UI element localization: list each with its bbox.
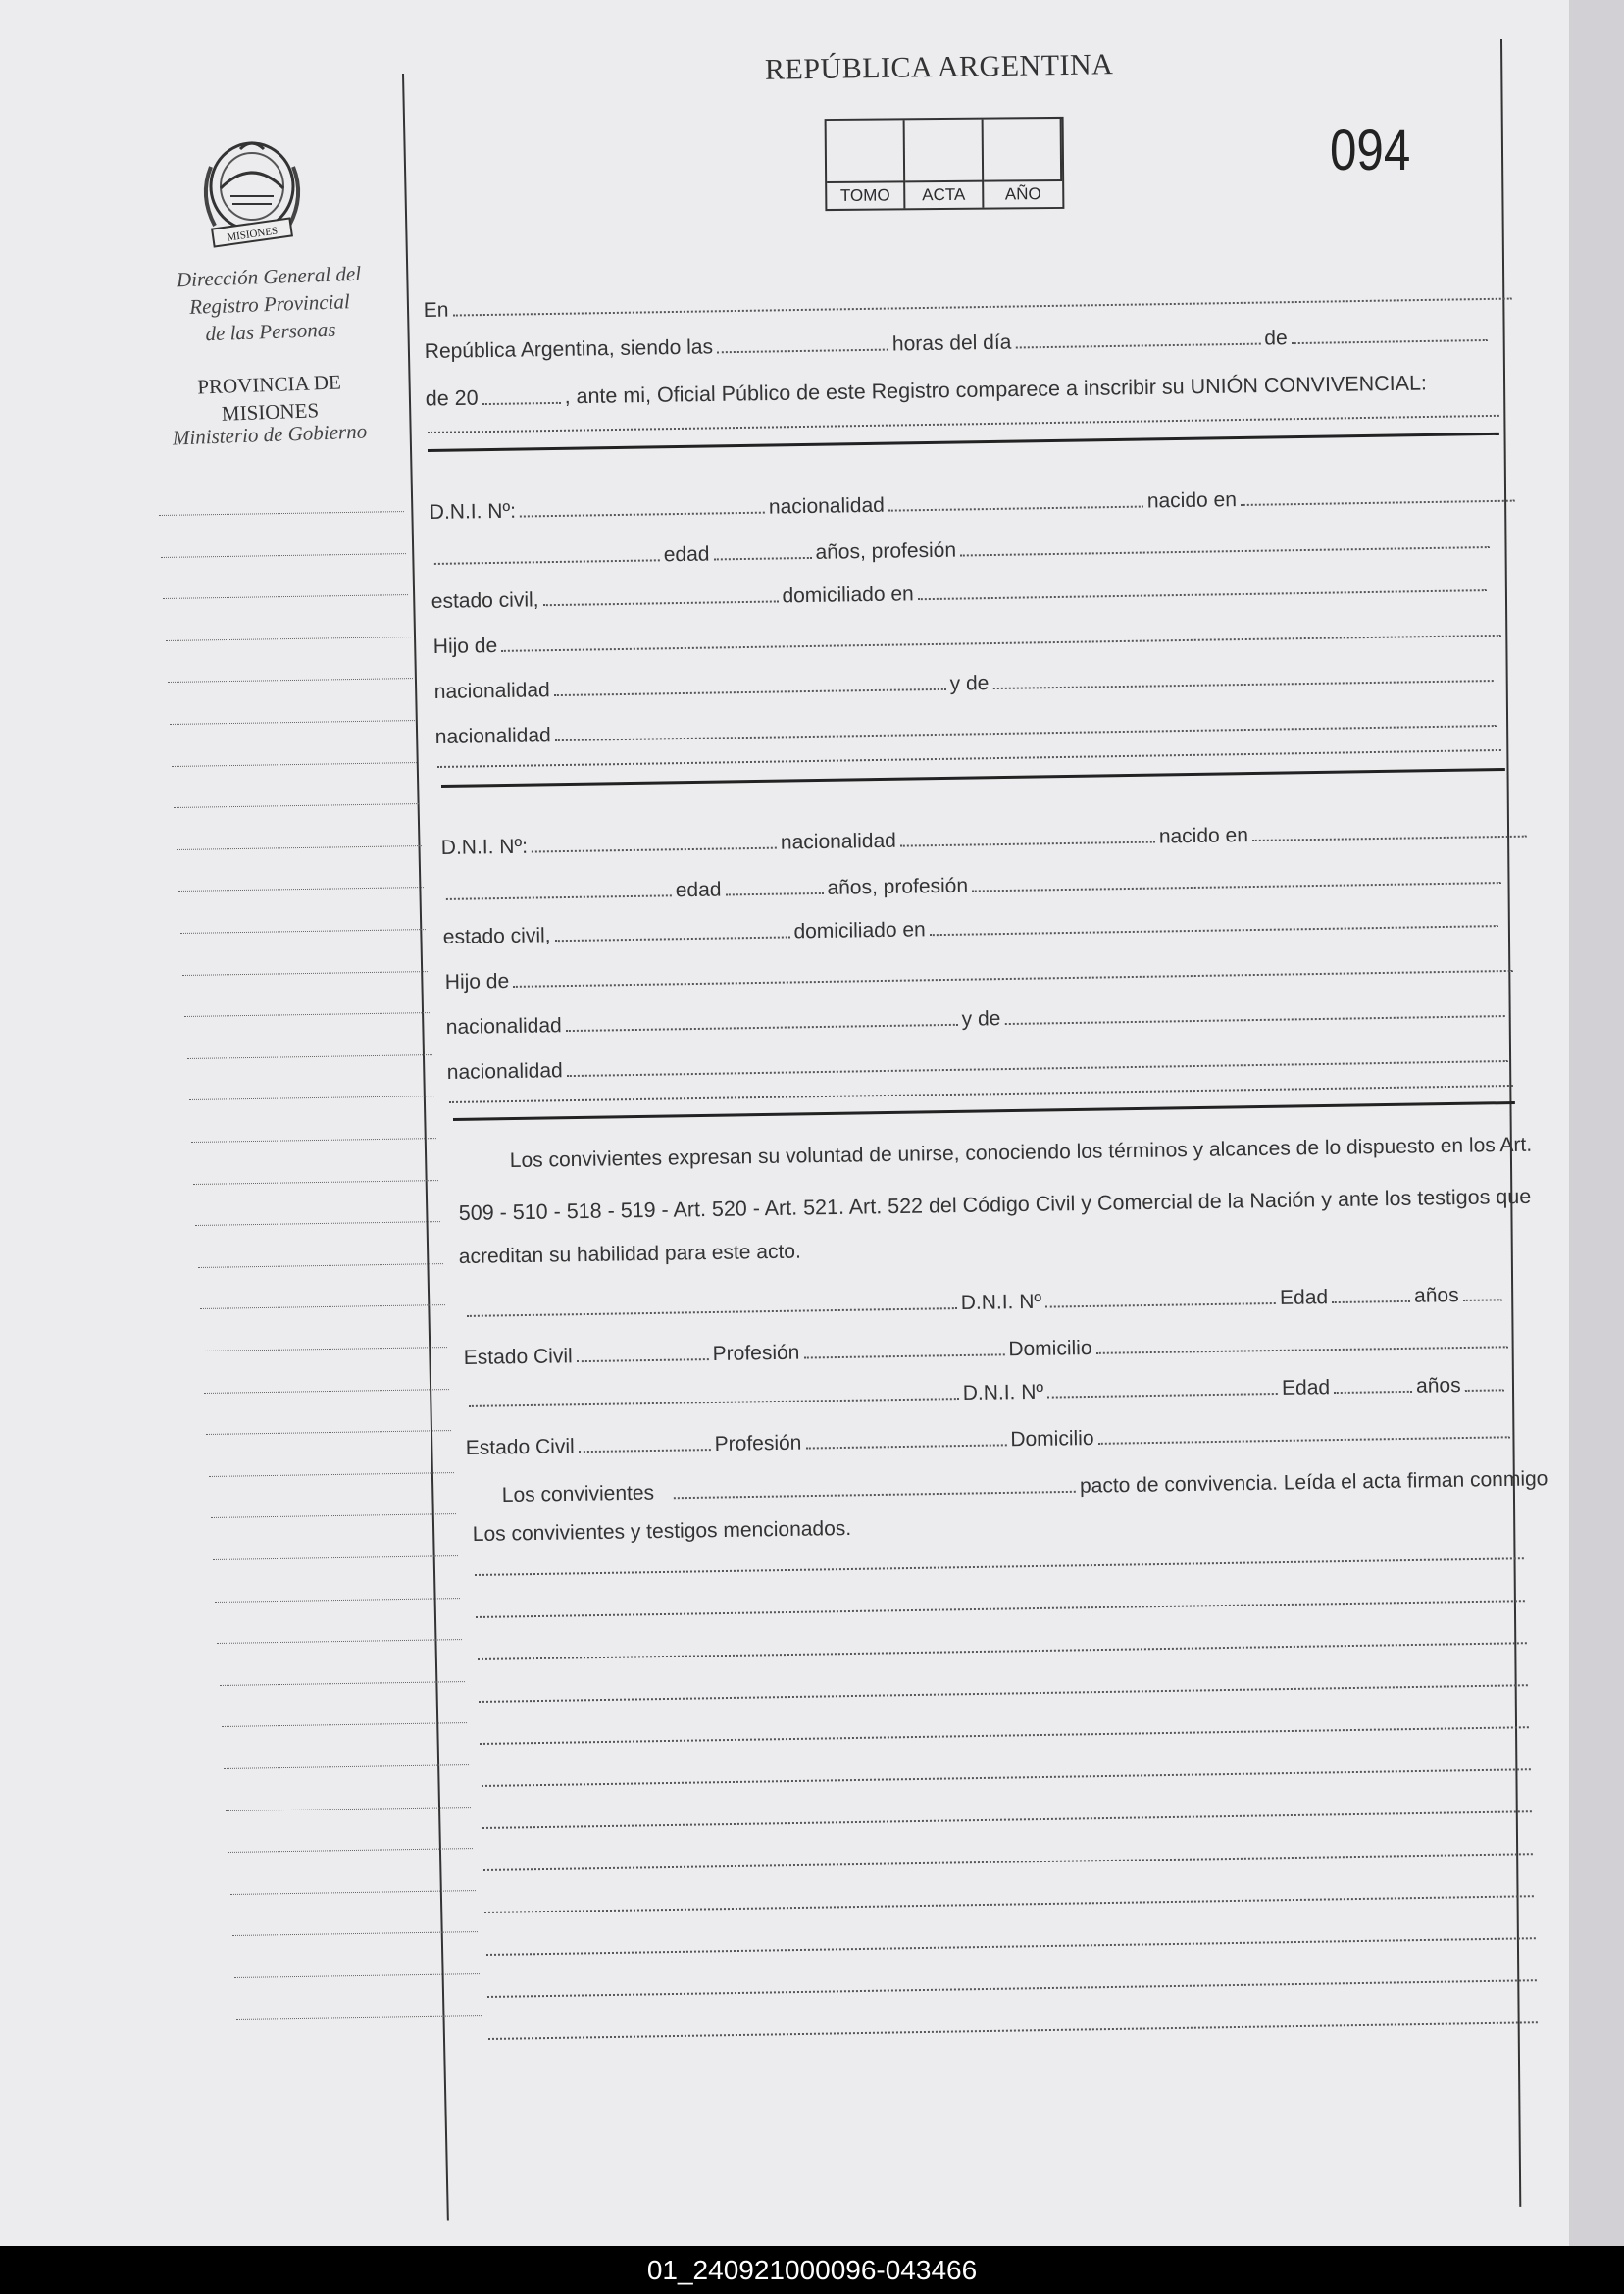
declaration-line-3: acreditan su habilidad para este acto. <box>458 1240 802 1269</box>
margin-line[interactable] <box>184 1012 430 1017</box>
margin-line[interactable] <box>177 845 422 850</box>
page-title: REPÚBLICA ARGENTINA <box>764 48 1114 86</box>
person-2-age-field[interactable] <box>725 872 823 896</box>
person-2-nationality-label: nacionalidad <box>780 829 897 854</box>
person-2-row-4 <box>444 949 1517 994</box>
person-2-dni-label: D.N.I. Nº: <box>440 835 529 860</box>
witness-1-dni-label: D.N.I. Nº <box>960 1290 1042 1315</box>
person-2-mother-field[interactable] <box>1004 994 1504 1025</box>
witness-1-dni-field[interactable] <box>1045 1282 1276 1308</box>
person-1-age-label: edad <box>663 542 710 567</box>
margin-line[interactable] <box>174 803 419 808</box>
margin-line[interactable] <box>187 1054 432 1059</box>
margin-line[interactable] <box>195 1221 440 1226</box>
person-1-row-2 <box>431 526 1495 571</box>
person-2-father-nationality-label: nacionalidad <box>445 1014 562 1040</box>
day-field[interactable] <box>1015 323 1260 349</box>
margin-line[interactable] <box>161 553 406 558</box>
agency-line-1: Dirección General del <box>176 261 362 292</box>
witness-1-years-field[interactable] <box>1462 1278 1501 1301</box>
margin-line[interactable] <box>189 1096 434 1100</box>
right-edge-line <box>1500 39 1521 2207</box>
page-edge <box>1569 0 1624 2246</box>
person-1-row-1 <box>430 480 1520 525</box>
witness-1-address-field[interactable] <box>1095 1325 1507 1354</box>
acta-field[interactable] <box>905 120 985 181</box>
person-1-profession-label: años, profesión <box>815 538 957 564</box>
section-divider-1 <box>428 433 1499 452</box>
signature-line[interactable] <box>488 2021 1538 2040</box>
person-2-row-3 <box>443 904 1502 949</box>
person-1-birthplace-field[interactable] <box>1241 480 1515 506</box>
margin-line[interactable] <box>217 1639 462 1644</box>
signature-line[interactable] <box>483 1853 1533 1871</box>
person-1-father-field[interactable] <box>501 614 1501 652</box>
person-1-address-label: domiciliado en <box>782 583 915 608</box>
margin-line[interactable] <box>170 720 415 725</box>
person-1-mother-field[interactable] <box>992 659 1493 689</box>
intro-blank-line[interactable] <box>428 415 1499 433</box>
hour-field[interactable] <box>717 329 888 354</box>
person-1-civil-status-field[interactable] <box>543 580 779 606</box>
document-id-bar <box>0 2246 1624 2294</box>
registry-box <box>825 117 1065 211</box>
margin-line[interactable] <box>224 1764 469 1769</box>
closing-line-1 <box>502 1462 1548 1507</box>
witness-1-name-field[interactable] <box>467 1287 957 1317</box>
person-1-father-nationality-field[interactable] <box>553 668 945 696</box>
ante-label: , ante mi, Oficial Público de este Registro comparece a inscribir su UNIÓN CONVIVENCIAL: <box>564 371 1428 409</box>
witness-2-years-field[interactable] <box>1464 1368 1503 1392</box>
witness-2-row-1 <box>465 1368 1508 1413</box>
margin-line[interactable] <box>222 1722 467 1727</box>
margin-line[interactable] <box>178 887 424 892</box>
signature-line[interactable] <box>475 1557 1524 1576</box>
margin-line[interactable] <box>209 1472 454 1477</box>
person-2-name-field[interactable] <box>446 874 672 900</box>
margin-line[interactable] <box>180 929 426 934</box>
witness-2-profession-label: Profesión <box>714 1431 802 1456</box>
person-2-mother-nationality-field[interactable] <box>566 1040 1507 1077</box>
person-1-row-3 <box>431 569 1491 614</box>
intro-line-2 <box>425 319 1492 364</box>
margin-line[interactable] <box>198 1263 443 1268</box>
witness-2-row-2 <box>466 1415 1514 1460</box>
tomo-field[interactable] <box>827 120 906 181</box>
pact-field[interactable] <box>674 1470 1076 1499</box>
margin-line[interactable] <box>211 1513 456 1518</box>
person-2-civil-status-field[interactable] <box>555 915 790 942</box>
witness-1-profession-label: Profesión <box>712 1341 800 1366</box>
person-2-profession-label: años, profesión <box>827 874 969 899</box>
witness-2-civil-field[interactable] <box>578 1428 710 1453</box>
margin-line[interactable] <box>228 1848 473 1853</box>
margin-line[interactable] <box>200 1304 445 1309</box>
witness-1-civil-label: Estado Civil <box>463 1345 573 1370</box>
person-2-row-6 <box>447 1040 1512 1085</box>
margin-line[interactable] <box>204 1389 449 1394</box>
person-2-birthplace-field[interactable] <box>1252 815 1527 841</box>
person-2-address-label: domiciliado en <box>793 918 927 943</box>
signature-line[interactable] <box>484 1895 1534 1913</box>
person-1-row-4 <box>432 614 1505 659</box>
signature-line[interactable] <box>486 1937 1536 1956</box>
witness-2-civil-label: Estado Civil <box>465 1435 575 1460</box>
year-field[interactable] <box>482 381 560 405</box>
document-id: 01_240921000096-043466 <box>646 2255 978 2285</box>
margin-line[interactable] <box>182 971 428 976</box>
person-1-born-label: nacido en <box>1146 488 1238 513</box>
person-1-nationality-field[interactable] <box>888 485 1143 512</box>
person-1-mother-nationality-label: nacionalidad <box>434 724 551 749</box>
margin-line[interactable] <box>159 511 404 516</box>
person-1-child-of-label: Hijo de <box>432 634 497 659</box>
margin-line[interactable] <box>220 1681 465 1686</box>
person-1-civil-status-label: estado civil, <box>431 588 540 614</box>
agency-name <box>156 259 384 349</box>
person-1-dni-label: D.N.I. Nº: <box>429 499 517 525</box>
person-1-nationality-label: nacionalidad <box>768 493 886 519</box>
margin-line[interactable] <box>191 1138 436 1143</box>
witness-2-name-field[interactable] <box>469 1377 959 1407</box>
agency-line-3: de las Personas <box>205 317 336 346</box>
provincial-crest-icon <box>191 127 314 255</box>
margin-line[interactable] <box>213 1555 458 1560</box>
witness-2-dni-label: D.N.I. Nº <box>962 1380 1044 1405</box>
month-field[interactable] <box>1291 319 1487 344</box>
section-divider-3 <box>453 1101 1515 1121</box>
convivientes-label: Los convivientes <box>501 1481 655 1507</box>
person-2-address-field[interactable] <box>930 904 1498 936</box>
margin-line[interactable] <box>163 594 408 599</box>
person-2-mother-nationality-label: nacionalidad <box>446 1059 563 1085</box>
witness-2-age-label: Edad <box>1281 1376 1331 1400</box>
margin-line[interactable] <box>230 1890 476 1895</box>
margin-line[interactable] <box>168 678 413 683</box>
agency-line-2: Registro Provincial <box>188 289 351 319</box>
person-2-extra-line[interactable] <box>449 1085 1513 1103</box>
witness-1-profession-field[interactable] <box>803 1333 1004 1358</box>
ano-label: AÑO <box>984 179 1062 208</box>
signature-line[interactable] <box>480 1726 1529 1745</box>
signature-line[interactable] <box>476 1600 1525 1618</box>
svg-text:MISIONES: MISIONES <box>226 225 279 244</box>
margin-line[interactable] <box>236 2015 482 2020</box>
person-1-age-field[interactable] <box>713 536 811 561</box>
horas-label: horas del día <box>891 331 1012 356</box>
person-1-profession-field[interactable] <box>960 526 1490 556</box>
person-2-father-field[interactable] <box>513 949 1513 988</box>
margin-line[interactable] <box>215 1598 460 1603</box>
person-1-mother-nationality-field[interactable] <box>554 704 1496 741</box>
republica-label: República Argentina, siendo las <box>424 335 714 364</box>
person-1-row-6 <box>435 704 1500 749</box>
ministry-name: Ministerio de Gobierno <box>172 419 368 450</box>
person-2-nationality-field[interactable] <box>900 821 1155 847</box>
province-line-2: MISIONES <box>221 398 320 426</box>
signature-line[interactable] <box>487 1979 1537 1998</box>
signature-line[interactable] <box>478 1642 1527 1660</box>
margin-line[interactable] <box>226 1807 471 1811</box>
tomo-label: TOMO <box>827 180 905 209</box>
person-2-row-5 <box>445 994 1508 1040</box>
witness-2-age-field[interactable] <box>1334 1370 1412 1394</box>
declaration-line-2: 509 - 510 - 518 - 519 - Art. 520 - Art. 521. Art. 522 del Código Civil y Comercial de la Nación y ante los testigos que <box>458 1184 1532 1226</box>
signature-line[interactable] <box>479 1684 1528 1703</box>
witness-2-years-label: años <box>1415 1374 1461 1398</box>
witness-1-civil-field[interactable] <box>576 1338 708 1362</box>
pacto-label: pacto de convivencia. Leída el acta firman conmigo <box>1079 1467 1548 1498</box>
signature-line[interactable] <box>482 1810 1532 1829</box>
person-2-age-label: edad <box>675 878 722 902</box>
intro-line-1 <box>424 278 1516 323</box>
signature-line[interactable] <box>481 1768 1530 1787</box>
witness-1-years-label: años <box>1413 1284 1459 1307</box>
person-1-dni-field[interactable] <box>520 491 765 518</box>
acta-label: ACTA <box>905 180 984 209</box>
person-1-father-nationality-label: nacionalidad <box>433 679 550 704</box>
province-line-1: PROVINCIA DE <box>196 370 342 399</box>
place-field[interactable] <box>452 278 1511 317</box>
person-1-row-5 <box>433 659 1497 704</box>
witness-2-address-field[interactable] <box>1097 1415 1509 1445</box>
ano-field[interactable] <box>984 119 1063 180</box>
person-2-child-of-label: Hijo de <box>444 969 509 994</box>
margin-line[interactable] <box>193 1180 438 1185</box>
declaration-line-1: Los convivientes expresan su voluntad de unirse, conociendo los términos y alcances de lo dispuesto en los Art. <box>509 1133 1533 1173</box>
de20-label: de 20 <box>425 385 479 411</box>
section-divider-2 <box>441 768 1505 788</box>
person-2-civil-status-label: estado civil, <box>443 924 552 949</box>
de-label: de <box>1264 327 1288 350</box>
margin-line[interactable] <box>202 1347 447 1351</box>
witness-1-age-label: Edad <box>1279 1286 1329 1309</box>
intro-line-3 <box>426 367 1428 412</box>
witness-1-age-field[interactable] <box>1332 1280 1410 1303</box>
person-2-row-1 <box>441 815 1532 860</box>
witness-1-row-2 <box>464 1325 1512 1370</box>
witness-2-profession-field[interactable] <box>805 1423 1006 1449</box>
person-2-dni-field[interactable] <box>532 827 777 853</box>
act-number: 094 <box>1330 119 1411 182</box>
witness-2-address-label: Domicilio <box>1010 1426 1094 1452</box>
person-1-and-of-label: y de <box>949 672 990 695</box>
person-2-row-2 <box>442 861 1506 906</box>
person-2-and-of-label: y de <box>961 1007 1001 1031</box>
person-2-profession-field[interactable] <box>972 861 1501 892</box>
witness-1-address-label: Domicilio <box>1008 1336 1092 1361</box>
margin-line[interactable] <box>206 1430 451 1435</box>
person-1-name-field[interactable] <box>434 538 660 565</box>
closing-line-2: Los convivientes y testigos mencionados. <box>472 1516 852 1547</box>
witness-2-dni-field[interactable] <box>1047 1372 1278 1399</box>
person-1-extra-line[interactable] <box>437 749 1501 768</box>
person-1-address-field[interactable] <box>918 569 1487 600</box>
margin-line[interactable] <box>172 762 417 767</box>
en-label: En <box>423 298 449 323</box>
person-2-born-label: nacido en <box>1158 824 1249 848</box>
person-2-father-nationality-field[interactable] <box>565 1003 957 1032</box>
witness-1-row-1 <box>463 1278 1506 1323</box>
margin-line[interactable] <box>166 637 411 641</box>
